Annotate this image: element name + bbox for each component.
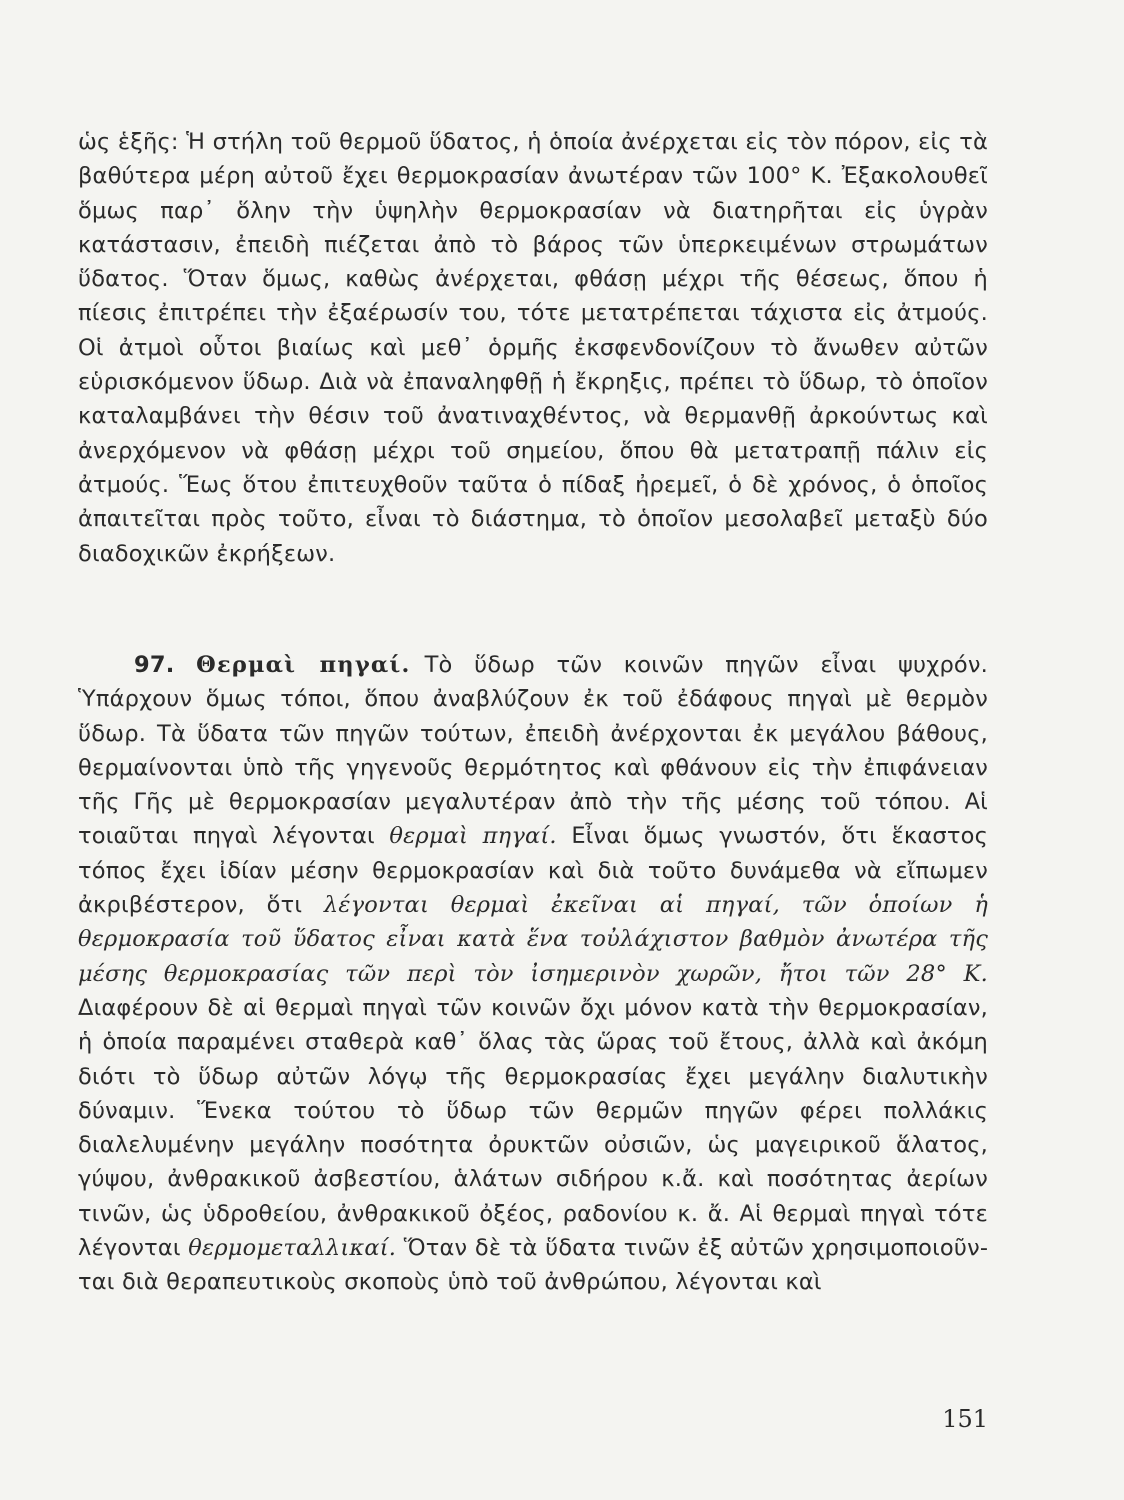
- paragraph-text: Εἶναι ὅμως γνωστόν, ὅτι ἕκαστος τόπος ἔχει ἰδίαν μέσην θερμοκρασίαν καὶ διὰ τοῦτο δυνάμεθα νὰ εἴπωμεν ἀκριβέστερον, ὅτι: [78, 823, 988, 919]
- italic-term: θερμαὶ πηγαί.: [389, 823, 557, 850]
- section-number: 97.: [134, 652, 175, 678]
- page-number: 151: [942, 1405, 988, 1433]
- paragraph-text: Τὸ ὕδωρ τῶν κοινῶν πηγῶν εἶναι ψυχρόν. Ὑπάρχουν ὅμως τόποι, ὅπου ἀναβλύζουν ἐκ τοῦ ἐδάφους πηγαὶ μὲ θερμὸν ὕδωρ. Τὰ ὕδατα τῶν πηγῶν τούτων, ἐπειδὴ ἀνέρχονται ἐκ μεγάλου βάθους, θερμαίνονται ὑπὸ τῆς γηγενοῦς θερμότητος καὶ φθάνουν εἰς τὴν ἐπιφάνειαν τῆς Γῆς μὲ θερμοκρασίαν μεγαλυτέραν ἀπὸ τὴν τῆς μέσης τοῦ τόπου. Αἱ τοιαῦται πηγαὶ λέγονται: [78, 652, 989, 850]
- paragraph-thermal-springs: [78, 648, 988, 1300]
- paragraph-text: Ὅταν δὲ τὰ ὕδατα τινῶν ἐξ αὐτῶν χρησιμοποιοῦνται διὰ θεραπευτικοὺς σκοποὺς ὑπὸ τοῦ ἀνθρώπου, λέγονται καὶ: [78, 1235, 988, 1296]
- italic-definition: λέγονται θερμαὶ ἐκεῖναι αἱ πηγαί, τῶν ὁποίων ἡ θερμοκρασία τοῦ ὕδατος εἶναι κατὰ ἕνα τοὐλάχιστον βαθμὸν ἀνωτέρα τῆς μέσης θερμοκρασίας τῶν περὶ τὸν ἰσημερινὸν χωρῶν, ἤτοι τῶν 28° Κ.: [78, 892, 988, 987]
- paragraph-geyser-explanation: ὡς ἑξῆς: Ἡ στήλη τοῦ θερμοῦ ὕδατος, ἡ ὁποία ἀνέρχεται εἰς τὸν πόρον, εἰς τὰ βαθύτερα μέρη αὐτοῦ ἔχει θερμοκρασίαν ἀνωτέραν τῶν 100° Κ. Ἐξακολουθεῖ ὅμως παρ᾽ ὅλην τὴν ὑψηλὴν θερμοκρασίαν νὰ διατηρῆται εἰς ὑγρὰν κατάστασιν, ἐπειδὴ πιέζεται ἀπὸ τὸ βάρος τῶν ὑπερκειμένων στρωμάτων ὕδατος. Ὅταν ὅμως, καθὼς ἀνέρχεται, φθάσῃ μέχρι τῆς θέσεως, ὅπου ἡ πίεσις ἐπιτρέπει τὴν ἐξαέρωσίν του, τότε μετατρέπεται τάχιστα εἰς ἀτμούς. Οἱ ἀτμοὶ οὗτοι βιαίως καὶ μεθ᾽ ὁρμῆς ἐκσφενδονίζουν τὸ ἄνωθεν αὐτῶν εὑρισκόμενον ὕδωρ. Διὰ νὰ ἐπαναληφθῇ ἡ ἔκρηξις, πρέπει τὸ ὕδωρ, τὸ ὁποῖον καταλαμβάνει τὴν θέσιν τοῦ ἀνατιναχθέντος, νὰ θερμανθῇ ἀρκούντως καὶ ἀνερχόμενον νὰ φθάσῃ μέχρι τοῦ σημείου, ὅπου θὰ μετατραπῇ πάλιν εἰς ἀτμούς. Ἕως ὅτου ἐπιτευχθοῦν ταῦτα ὁ πίδαξ ἠρεμεῖ, ὁ δὲ χρόνος, ὁ ὁποῖος ἀπαιτεῖται πρὸς τοῦτο, εἶναι τὸ διάστημα, τὸ ὁποῖον μεσολαβεῖ μεταξὺ δύο διαδοχικῶν ἐκρήξεων.: [78, 129, 988, 567]
- italic-term: θερμομεταλλικαί.: [188, 1235, 397, 1262]
- paragraph-text: Διαφέρουν δὲ αἱ θερμαὶ πηγαὶ τῶν κοινῶν ὄχι μόνον κατὰ τὴν θερμοκρασίαν, ἡ ὁποία παραμένει σταθερὰ καθ᾽ ὅλας τὰς ὥρας τοῦ ἔτους, ἀλλὰ καὶ ἀκόμη διότι τὸ ὕδωρ αὐτῶν λόγῳ τῆς θερμοκρασίας ἔχει μεγάλην διαλυτικὴν δύναμιν. Ἕνεκα τούτου τὸ ὕδωρ τῶν θερμῶν πηγῶν φέρει πολλάκις διαλελυμένην μεγάλην ποσότητα ὀρυκτῶν οὐσιῶν, ὡς μαγειρικοῦ ἅλατος, γύψου, ἀνθρακικοῦ ἀσβεστίου, ἁλάτων σιδήρου κ.ἄ. καὶ ποσότητας ἀερίων τινῶν, ὡς ὑδροθείου, ἀνθρακικοῦ ὀξέος, ραδονίου κ. ἄ. Αἱ θερμαὶ πηγαὶ τότε λέγονται: [78, 994, 988, 1262]
- section-title: Θερμαὶ πηγαί.: [196, 652, 411, 678]
